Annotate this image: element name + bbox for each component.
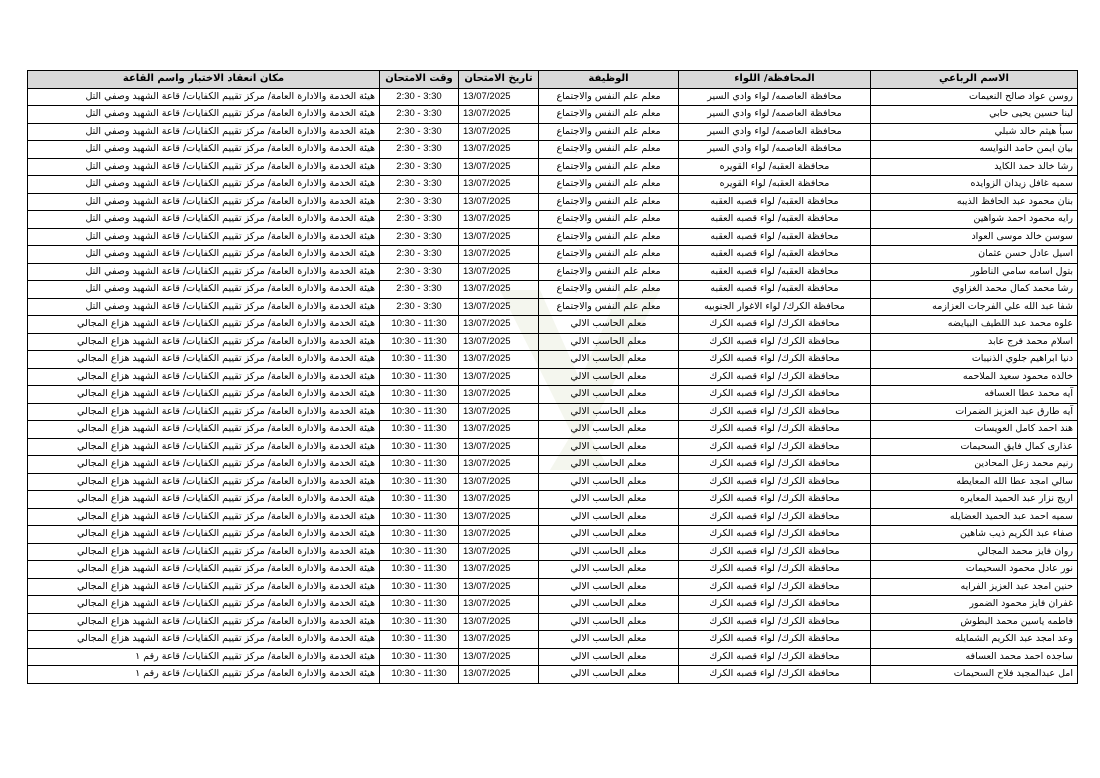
table-row — [28, 438, 1078, 456]
cell-name: بتول اسامه سامي الناطور — [871, 263, 1078, 281]
cell-time: 10:30 - 11:30 — [380, 648, 459, 666]
cell-time: 10:30 - 11:30 — [380, 386, 459, 404]
cell-date: 13/07/2025 — [459, 473, 539, 491]
cell-name: بنان محمود عبد الحافظ الذيبه — [871, 193, 1078, 211]
cell-name: لينا حسين يحيى حابي — [871, 106, 1078, 124]
cell-date: 13/07/2025 — [459, 228, 539, 246]
cell-governorate: محافظة الكرك/ لواء قصبه الكرك — [679, 631, 871, 649]
table-row — [28, 648, 1078, 666]
cell-time: 2:30 - 3:30 — [380, 123, 459, 141]
cell-place: هيئة الخدمة والادارة العامة/ مركز تقييم الكفايات/ قاعة الشهيد هزاع المجالي — [28, 578, 380, 596]
cell-date: 13/07/2025 — [459, 88, 539, 106]
cell-governorate: محافظة العاصمه/ لواء وادي السير — [679, 123, 871, 141]
cell-job: معلم الحاسب الالي — [539, 578, 679, 596]
table-row — [28, 508, 1078, 526]
cell-governorate: محافظة الكرك/ لواء قصبه الكرك — [679, 473, 871, 491]
cell-name: علوه محمد عبد اللطيف البيايضه — [871, 316, 1078, 334]
cell-place: هيئة الخدمة والادارة العامة/ مركز تقييم الكفايات/ قاعة رقم ١ — [28, 648, 380, 666]
cell-job: معلم الحاسب الالي — [539, 421, 679, 439]
cell-name: حنين امجد عبد العزيز الفرايه — [871, 578, 1078, 596]
cell-governorate: محافظة العقبه/ لواء القويره — [679, 176, 871, 194]
cell-date: 13/07/2025 — [459, 613, 539, 631]
cell-job: معلم علم النفس والاجتماع — [539, 246, 679, 264]
cell-place: هيئة الخدمة والادارة العامة/ مركز تقييم الكفايات/ قاعة الشهيد وصفي التل — [28, 158, 380, 176]
cell-governorate: محافظة العاصمه/ لواء وادي السير — [679, 88, 871, 106]
table-row — [28, 386, 1078, 404]
cell-job: معلم الحاسب الالي — [539, 526, 679, 544]
cell-name: رنيم محمد زعل المحادين — [871, 456, 1078, 474]
table-header-row — [28, 71, 1078, 89]
cell-governorate: محافظة الكرك/ لواء قصبه الكرك — [679, 333, 871, 351]
header-place: مكان انعقاد الاختبار واسم القاعة — [28, 71, 380, 89]
cell-governorate: محافظة العقبه/ لواء قصبه العقبه — [679, 246, 871, 264]
cell-governorate: محافظة الكرك/ لواء قصبه الكرك — [679, 613, 871, 631]
cell-governorate: محافظة العقبه/ لواء قصبه العقبه — [679, 281, 871, 299]
cell-place: هيئة الخدمة والادارة العامة/ مركز تقييم الكفايات/ قاعة الشهيد وصفي التل — [28, 263, 380, 281]
cell-date: 13/07/2025 — [459, 158, 539, 176]
cell-time: 10:30 - 11:30 — [380, 368, 459, 386]
cell-name: نور عادل محمود السحيمات — [871, 561, 1078, 579]
cell-governorate: محافظة الكرك/ لواء قصبه الكرك — [679, 526, 871, 544]
cell-name: هند احمد كامل العويسات — [871, 421, 1078, 439]
cell-governorate: محافظة العقبه/ لواء قصبه العقبه — [679, 193, 871, 211]
cell-time: 2:30 - 3:30 — [380, 281, 459, 299]
cell-governorate: محافظة الكرك/ لواء قصبه الكرك — [679, 543, 871, 561]
cell-name: رشا خالد حمد الكايد — [871, 158, 1078, 176]
cell-governorate: محافظة الكرك/ لواء الاغوار الجنوبيه — [679, 298, 871, 316]
cell-name: رايه محمود احمد شواهين — [871, 211, 1078, 229]
cell-date: 13/07/2025 — [459, 491, 539, 509]
cell-date: 13/07/2025 — [459, 333, 539, 351]
cell-name: آيه طارق عبد العزيز الضمرات — [871, 403, 1078, 421]
table-row — [28, 526, 1078, 544]
cell-job: معلم الحاسب الالي — [539, 473, 679, 491]
cell-name: دنيا ابراهيم جلوي الذنيبات — [871, 351, 1078, 369]
cell-time: 2:30 - 3:30 — [380, 176, 459, 194]
cell-place: هيئة الخدمة والادارة العامة/ مركز تقييم الكفايات/ قاعة الشهيد هزاع المجالي — [28, 438, 380, 456]
table-row — [28, 211, 1078, 229]
cell-time: 2:30 - 3:30 — [380, 211, 459, 229]
table-row — [28, 596, 1078, 614]
cell-job: معلم علم النفس والاجتماع — [539, 106, 679, 124]
cell-date: 13/07/2025 — [459, 631, 539, 649]
cell-job: معلم علم النفس والاجتماع — [539, 193, 679, 211]
table-row — [28, 561, 1078, 579]
cell-time: 10:30 - 11:30 — [380, 613, 459, 631]
cell-job: معلم الحاسب الالي — [539, 648, 679, 666]
cell-place: هيئة الخدمة والادارة العامة/ مركز تقييم الكفايات/ قاعة الشهيد هزاع المجالي — [28, 561, 380, 579]
cell-place: هيئة الخدمة والادارة العامة/ مركز تقييم الكفايات/ قاعة الشهيد وصفي التل — [28, 88, 380, 106]
cell-date: 13/07/2025 — [459, 543, 539, 561]
cell-job: معلم علم النفس والاجتماع — [539, 176, 679, 194]
cell-place: هيئة الخدمة والادارة العامة/ مركز تقييم الكفايات/ قاعة الشهيد وصفي التل — [28, 298, 380, 316]
cell-job: معلم الحاسب الالي — [539, 316, 679, 334]
cell-place: هيئة الخدمة والادارة العامة/ مركز تقييم الكفايات/ قاعة الشهيد هزاع المجالي — [28, 526, 380, 544]
table-row — [28, 578, 1078, 596]
cell-date: 13/07/2025 — [459, 526, 539, 544]
cell-place: هيئة الخدمة والادارة العامة/ مركز تقييم الكفايات/ قاعة الشهيد هزاع المجالي — [28, 543, 380, 561]
cell-time: 10:30 - 11:30 — [380, 666, 459, 684]
cell-name: فاطمه ياسين محمد البطوش — [871, 613, 1078, 631]
cell-time: 10:30 - 11:30 — [380, 351, 459, 369]
cell-governorate: محافظة الكرك/ لواء قصبه الكرك — [679, 351, 871, 369]
cell-date: 13/07/2025 — [459, 123, 539, 141]
cell-place: هيئة الخدمة والادارة العامة/ مركز تقييم الكفايات/ قاعة الشهيد هزاع المجالي — [28, 508, 380, 526]
cell-place: هيئة الخدمة والادارة العامة/ مركز تقييم الكفايات/ قاعة الشهيد هزاع المجالي — [28, 351, 380, 369]
cell-time: 10:30 - 11:30 — [380, 631, 459, 649]
cell-name: بيان ايمن حامد النوايسه — [871, 141, 1078, 159]
cell-date: 13/07/2025 — [459, 176, 539, 194]
cell-time: 10:30 - 11:30 — [380, 596, 459, 614]
header-job: الوظيفة — [539, 71, 679, 89]
cell-date: 13/07/2025 — [459, 211, 539, 229]
cell-place: هيئة الخدمة والادارة العامة/ مركز تقييم الكفايات/ قاعة الشهيد وصفي التل — [28, 281, 380, 299]
table-row — [28, 176, 1078, 194]
cell-governorate: محافظة الكرك/ لواء قصبه الكرك — [679, 421, 871, 439]
table-row — [28, 403, 1078, 421]
cell-place: هيئة الخدمة والادارة العامة/ مركز تقييم الكفايات/ قاعة الشهيد هزاع المجالي — [28, 421, 380, 439]
cell-job: معلم الحاسب الالي — [539, 543, 679, 561]
cell-job: معلم الحاسب الالي — [539, 386, 679, 404]
cell-time: 2:30 - 3:30 — [380, 228, 459, 246]
header-name: الاسم الرباعي — [871, 71, 1078, 89]
cell-governorate: محافظة الكرك/ لواء قصبه الكرك — [679, 648, 871, 666]
cell-job: معلم الحاسب الالي — [539, 351, 679, 369]
cell-place: هيئة الخدمة والادارة العامة/ مركز تقييم الكفايات/ قاعة الشهيد وصفي التل — [28, 123, 380, 141]
cell-date: 13/07/2025 — [459, 578, 539, 596]
table-row — [28, 543, 1078, 561]
cell-date: 13/07/2025 — [459, 561, 539, 579]
cell-job: معلم علم النفس والاجتماع — [539, 228, 679, 246]
cell-governorate: محافظة العقبه/ لواء قصبه العقبه — [679, 263, 871, 281]
cell-date: 13/07/2025 — [459, 456, 539, 474]
cell-job: معلم الحاسب الالي — [539, 596, 679, 614]
cell-governorate: محافظة العقبه/ لواء القويره — [679, 158, 871, 176]
table-row — [28, 158, 1078, 176]
cell-date: 13/07/2025 — [459, 508, 539, 526]
table-row — [28, 263, 1078, 281]
cell-place: هيئة الخدمة والادارة العامة/ مركز تقييم الكفايات/ قاعة الشهيد هزاع المجالي — [28, 596, 380, 614]
cell-name: سالي امجد عطا الله المعايطه — [871, 473, 1078, 491]
cell-time: 10:30 - 11:30 — [380, 578, 459, 596]
cell-time: 2:30 - 3:30 — [380, 298, 459, 316]
cell-date: 13/07/2025 — [459, 438, 539, 456]
cell-date: 13/07/2025 — [459, 421, 539, 439]
cell-name: صفاء عبد الكريم ذيب شاهين — [871, 526, 1078, 544]
cell-time: 10:30 - 11:30 — [380, 473, 459, 491]
table-row — [28, 666, 1078, 684]
table-row — [28, 473, 1078, 491]
cell-job: معلم الحاسب الالي — [539, 491, 679, 509]
header-date: تاريخ الامتحان — [459, 71, 539, 89]
cell-place: هيئة الخدمة والادارة العامة/ مركز تقييم الكفايات/ قاعة الشهيد وصفي التل — [28, 228, 380, 246]
cell-date: 13/07/2025 — [459, 141, 539, 159]
cell-place: هيئة الخدمة والادارة العامة/ مركز تقييم الكفايات/ قاعة الشهيد هزاع المجالي — [28, 491, 380, 509]
cell-time: 10:30 - 11:30 — [380, 543, 459, 561]
cell-name: عذارى كمال فايق السحيمات — [871, 438, 1078, 456]
table-row — [28, 613, 1078, 631]
cell-governorate: محافظة الكرك/ لواء قصبه الكرك — [679, 368, 871, 386]
cell-governorate: محافظة الكرك/ لواء قصبه الكرك — [679, 386, 871, 404]
cell-place: هيئة الخدمة والادارة العامة/ مركز تقييم الكفايات/ قاعة الشهيد وصفي التل — [28, 106, 380, 124]
cell-time: 2:30 - 3:30 — [380, 106, 459, 124]
cell-name: اريج نزار عبد الحميد المعايره — [871, 491, 1078, 509]
cell-date: 13/07/2025 — [459, 403, 539, 421]
cell-job: معلم علم النفس والاجتماع — [539, 88, 679, 106]
cell-job: معلم علم النفس والاجتماع — [539, 123, 679, 141]
cell-date: 13/07/2025 — [459, 106, 539, 124]
table-row — [28, 333, 1078, 351]
cell-time: 10:30 - 11:30 — [380, 508, 459, 526]
cell-time: 10:30 - 11:30 — [380, 421, 459, 439]
cell-job: معلم علم النفس والاجتماع — [539, 263, 679, 281]
cell-governorate: محافظة الكرك/ لواء قصبه الكرك — [679, 578, 871, 596]
cell-name: شفا عبد الله علي الفرجات العزازمه — [871, 298, 1078, 316]
table-row — [28, 316, 1078, 334]
cell-time: 2:30 - 3:30 — [380, 193, 459, 211]
cell-job: معلم الحاسب الالي — [539, 666, 679, 684]
cell-date: 13/07/2025 — [459, 368, 539, 386]
table-row — [28, 88, 1078, 106]
cell-governorate: محافظة العاصمه/ لواء وادي السير — [679, 141, 871, 159]
cell-job: معلم علم النفس والاجتماع — [539, 158, 679, 176]
cell-name: غفران فايز محمود الضمور — [871, 596, 1078, 614]
cell-name: اسلام محمد فرج عابد — [871, 333, 1078, 351]
table-row — [28, 106, 1078, 124]
exam-schedule-table — [27, 70, 1078, 684]
header-governorate: المحافظة/ اللواء — [679, 71, 871, 89]
cell-name: رشا محمد كمال محمد الغزاوي — [871, 281, 1078, 299]
cell-place: هيئة الخدمة والادارة العامة/ مركز تقييم الكفايات/ قاعة الشهيد هزاع المجالي — [28, 613, 380, 631]
cell-place: هيئة الخدمة والادارة العامة/ مركز تقييم الكفايات/ قاعة الشهيد هزاع المجالي — [28, 333, 380, 351]
cell-governorate: محافظة الكرك/ لواء قصبه الكرك — [679, 456, 871, 474]
cell-place: هيئة الخدمة والادارة العامة/ مركز تقييم الكفايات/ قاعة الشهيد وصفي التل — [28, 176, 380, 194]
cell-name: سبأ هيثم خالد شبلي — [871, 123, 1078, 141]
cell-time: 2:30 - 3:30 — [380, 141, 459, 159]
cell-name: وعد امجد عبد الكريم الشمايله — [871, 631, 1078, 649]
cell-job: معلم الحاسب الالي — [539, 333, 679, 351]
cell-date: 13/07/2025 — [459, 316, 539, 334]
cell-job: معلم الحاسب الالي — [539, 561, 679, 579]
cell-governorate: محافظة الكرك/ لواء قصبه الكرك — [679, 403, 871, 421]
table-row — [28, 491, 1078, 509]
table-row — [28, 456, 1078, 474]
cell-date: 13/07/2025 — [459, 281, 539, 299]
cell-name: روان فايز محمد المجالي — [871, 543, 1078, 561]
cell-job: معلم الحاسب الالي — [539, 403, 679, 421]
cell-time: 2:30 - 3:30 — [380, 88, 459, 106]
cell-name: آيه محمد عطا العسافه — [871, 386, 1078, 404]
cell-time: 10:30 - 11:30 — [380, 438, 459, 456]
cell-governorate: محافظة الكرك/ لواء قصبه الكرك — [679, 596, 871, 614]
cell-place: هيئة الخدمة والادارة العامة/ مركز تقييم الكفايات/ قاعة الشهيد هزاع المجالي — [28, 456, 380, 474]
table-row — [28, 193, 1078, 211]
cell-governorate: محافظة الكرك/ لواء قصبه الكرك — [679, 666, 871, 684]
cell-job: معلم الحاسب الالي — [539, 368, 679, 386]
cell-name: سميه احمد عبد الحميد العضايله — [871, 508, 1078, 526]
cell-date: 13/07/2025 — [459, 648, 539, 666]
cell-time: 2:30 - 3:30 — [380, 158, 459, 176]
cell-name: خالده محمود سعيد الملاحمه — [871, 368, 1078, 386]
cell-date: 13/07/2025 — [459, 298, 539, 316]
cell-job: معلم الحاسب الالي — [539, 613, 679, 631]
table-row — [28, 421, 1078, 439]
cell-time: 10:30 - 11:30 — [380, 316, 459, 334]
cell-place: هيئة الخدمة والادارة العامة/ مركز تقييم الكفايات/ قاعة رقم ١ — [28, 666, 380, 684]
cell-governorate: محافظة العقبه/ لواء قصبه العقبه — [679, 228, 871, 246]
cell-time: 2:30 - 3:30 — [380, 263, 459, 281]
cell-name: اسيل عادل حسن عثمان — [871, 246, 1078, 264]
cell-governorate: محافظة العاصمه/ لواء وادي السير — [679, 106, 871, 124]
cell-place: هيئة الخدمة والادارة العامة/ مركز تقييم الكفايات/ قاعة الشهيد وصفي التل — [28, 141, 380, 159]
table-row — [28, 631, 1078, 649]
cell-place: هيئة الخدمة والادارة العامة/ مركز تقييم الكفايات/ قاعة الشهيد هزاع المجالي — [28, 316, 380, 334]
cell-time: 10:30 - 11:30 — [380, 456, 459, 474]
table-row — [28, 123, 1078, 141]
cell-date: 13/07/2025 — [459, 596, 539, 614]
table-row — [28, 298, 1078, 316]
cell-time: 10:30 - 11:30 — [380, 333, 459, 351]
table-row — [28, 246, 1078, 264]
cell-date: 13/07/2025 — [459, 666, 539, 684]
cell-place: هيئة الخدمة والادارة العامة/ مركز تقييم الكفايات/ قاعة الشهيد هزاع المجالي — [28, 386, 380, 404]
cell-job: معلم الحاسب الالي — [539, 456, 679, 474]
table-row — [28, 351, 1078, 369]
cell-place: هيئة الخدمة والادارة العامة/ مركز تقييم الكفايات/ قاعة الشهيد هزاع المجالي — [28, 473, 380, 491]
cell-name: امل عبدالمجيد فلاح السحيمات — [871, 666, 1078, 684]
table-body — [28, 88, 1078, 683]
cell-job: معلم علم النفس والاجتماع — [539, 211, 679, 229]
cell-job: معلم علم النفس والاجتماع — [539, 141, 679, 159]
cell-job: معلم الحاسب الالي — [539, 508, 679, 526]
header-time: وقت الامتحان — [380, 71, 459, 89]
cell-job: معلم الحاسب الالي — [539, 438, 679, 456]
table-row — [28, 281, 1078, 299]
cell-place: هيئة الخدمة والادارة العامة/ مركز تقييم الكفايات/ قاعة الشهيد وصفي التل — [28, 211, 380, 229]
cell-time: 10:30 - 11:30 — [380, 561, 459, 579]
cell-job: معلم علم النفس والاجتماع — [539, 298, 679, 316]
cell-job: معلم الحاسب الالي — [539, 631, 679, 649]
cell-time: 2:30 - 3:30 — [380, 246, 459, 264]
table-row — [28, 141, 1078, 159]
cell-job: معلم علم النفس والاجتماع — [539, 281, 679, 299]
table-row — [28, 228, 1078, 246]
table-row — [28, 368, 1078, 386]
cell-date: 13/07/2025 — [459, 386, 539, 404]
cell-governorate: محافظة الكرك/ لواء قصبه الكرك — [679, 491, 871, 509]
cell-date: 13/07/2025 — [459, 193, 539, 211]
cell-date: 13/07/2025 — [459, 351, 539, 369]
cell-time: 10:30 - 11:30 — [380, 491, 459, 509]
cell-governorate: محافظة الكرك/ لواء قصبه الكرك — [679, 316, 871, 334]
cell-date: 13/07/2025 — [459, 246, 539, 264]
cell-governorate: محافظة الكرك/ لواء قصبه الكرك — [679, 438, 871, 456]
cell-time: 10:30 - 11:30 — [380, 526, 459, 544]
cell-governorate: محافظة العقبه/ لواء قصبه العقبه — [679, 211, 871, 229]
cell-date: 13/07/2025 — [459, 263, 539, 281]
cell-name: روسن عواد صالح النعيمات — [871, 88, 1078, 106]
cell-place: هيئة الخدمة والادارة العامة/ مركز تقييم الكفايات/ قاعة الشهيد وصفي التل — [28, 246, 380, 264]
cell-name: سميه غافل زيدان الزوايده — [871, 176, 1078, 194]
cell-place: هيئة الخدمة والادارة العامة/ مركز تقييم الكفايات/ قاعة الشهيد هزاع المجالي — [28, 631, 380, 649]
cell-name: ساجده احمد محمد العسافه — [871, 648, 1078, 666]
cell-place: هيئة الخدمة والادارة العامة/ مركز تقييم الكفايات/ قاعة الشهيد هزاع المجالي — [28, 403, 380, 421]
cell-place: هيئة الخدمة والادارة العامة/ مركز تقييم الكفايات/ قاعة الشهيد وصفي التل — [28, 193, 380, 211]
cell-governorate: محافظة الكرك/ لواء قصبه الكرك — [679, 508, 871, 526]
cell-time: 10:30 - 11:30 — [380, 403, 459, 421]
cell-governorate: محافظة الكرك/ لواء قصبه الكرك — [679, 561, 871, 579]
cell-name: سوسن خالد موسى العواد — [871, 228, 1078, 246]
cell-place: هيئة الخدمة والادارة العامة/ مركز تقييم الكفايات/ قاعة الشهيد هزاع المجالي — [28, 368, 380, 386]
